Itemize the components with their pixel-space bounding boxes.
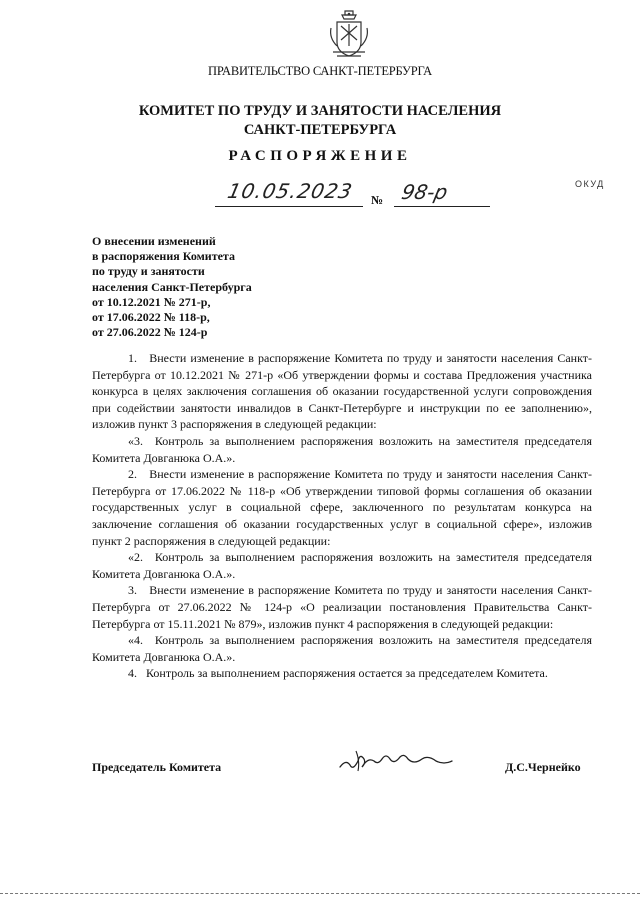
handwritten-date: 10.05.2023 [225, 179, 356, 203]
handwritten-signature [336, 747, 466, 777]
subject-line: в распоряжения Комитета [92, 249, 235, 264]
document-type-title: РАСПОРЯЖЕНИЕ [228, 148, 412, 164]
subject-line: населения Санкт-Петербурга [92, 279, 252, 294]
paragraph-2-quote: «2. Контроль за выполнением распоряжения возложить на заместителя председателя Комитета Довганюка О.А.». [92, 550, 592, 581]
paragraph-3: 3. Внести изменение в распоряжение Комитета по труду и занятости населения Санкт-Петербурга от 27.06.2022 № 124-р «О реализации постановления Правительства Санкт-Петербурга от 15.11.2021 № 879», изложив пункт 4 распоряжения в следующей редакции: [92, 583, 592, 631]
handwritten-number: 98-р [399, 180, 450, 204]
subject-block [92, 234, 252, 340]
order-body [92, 350, 592, 682]
page-bottom-divider [0, 893, 640, 894]
subject-line: от 27.06.2022 № 124-р [92, 325, 208, 340]
number-underline [394, 206, 490, 207]
paragraph-2: 2. Внести изменение в распоряжение Комитета по труду и занятости населения Санкт-Петербурга от 17.06.2022 № 118-р «Об утверждении типовой формы соглашения об оказании государственных услуг в социальной сфере, заключенного по результатам конкурса на заключение соглашения об оказании государственных услуг в социальной сфере», изложив пункт 2 распоряжения в следующей редакции: [92, 467, 592, 548]
subject-line: О внесении изменений [92, 234, 216, 248]
okud-label: ОКУД [575, 179, 605, 189]
signatory-position: Председатель Комитета [92, 760, 222, 774]
signatory-name: Д.С.Чернейко [505, 760, 581, 774]
subject-line: от 10.12.2021 № 271-р, [92, 294, 211, 309]
number-sign: № [371, 193, 384, 207]
paragraph-3-quote: «4. Контроль за выполнением распоряжения возложить на заместителя председателя Комитета Довганюка О.А.». [92, 633, 592, 664]
paragraph-4: 4. Контроль за выполнением распоряжения остается за председателем Комитета. [128, 666, 548, 681]
government-name: ПРАВИТЕЛЬСТВО САНКТ-ПЕТЕРБУРГА [208, 64, 432, 78]
committee-name-line1: КОМИТЕТ ПО ТРУДУ И ЗАНЯТОСТИ НАСЕЛЕНИЯ [138, 103, 502, 119]
committee-name-line2: САНКТ-ПЕТЕРБУРГА [243, 122, 397, 138]
paragraph-1: 1. Внести изменение в распоряжение Комитета по труду и занятости населения Санкт-Петербурга от 10.12.2021 № 271-р «Об утверждении формы и состава Предложения участника конкурса в целях заключения соглашения об оказании государственной услуги сопровождения при содействии занятости инвалидов в Санкт-Петербурге и инструкции по ее заполнению», изложив пункт 3 распоряжения в следующей редакции: [92, 351, 592, 432]
committee-name [0, 102, 640, 140]
coat-of-arms-emblem [327, 8, 371, 60]
paragraph-1-quote: «3. Контроль за выполнением распоряжения возложить на заместителя председателя Комитета Довганюка О.А.». [92, 433, 592, 465]
subject-line: по труду и занятости [92, 264, 205, 279]
subject-line: от 17.06.2022 № 118-р, [92, 310, 210, 325]
date-underline [215, 206, 363, 207]
